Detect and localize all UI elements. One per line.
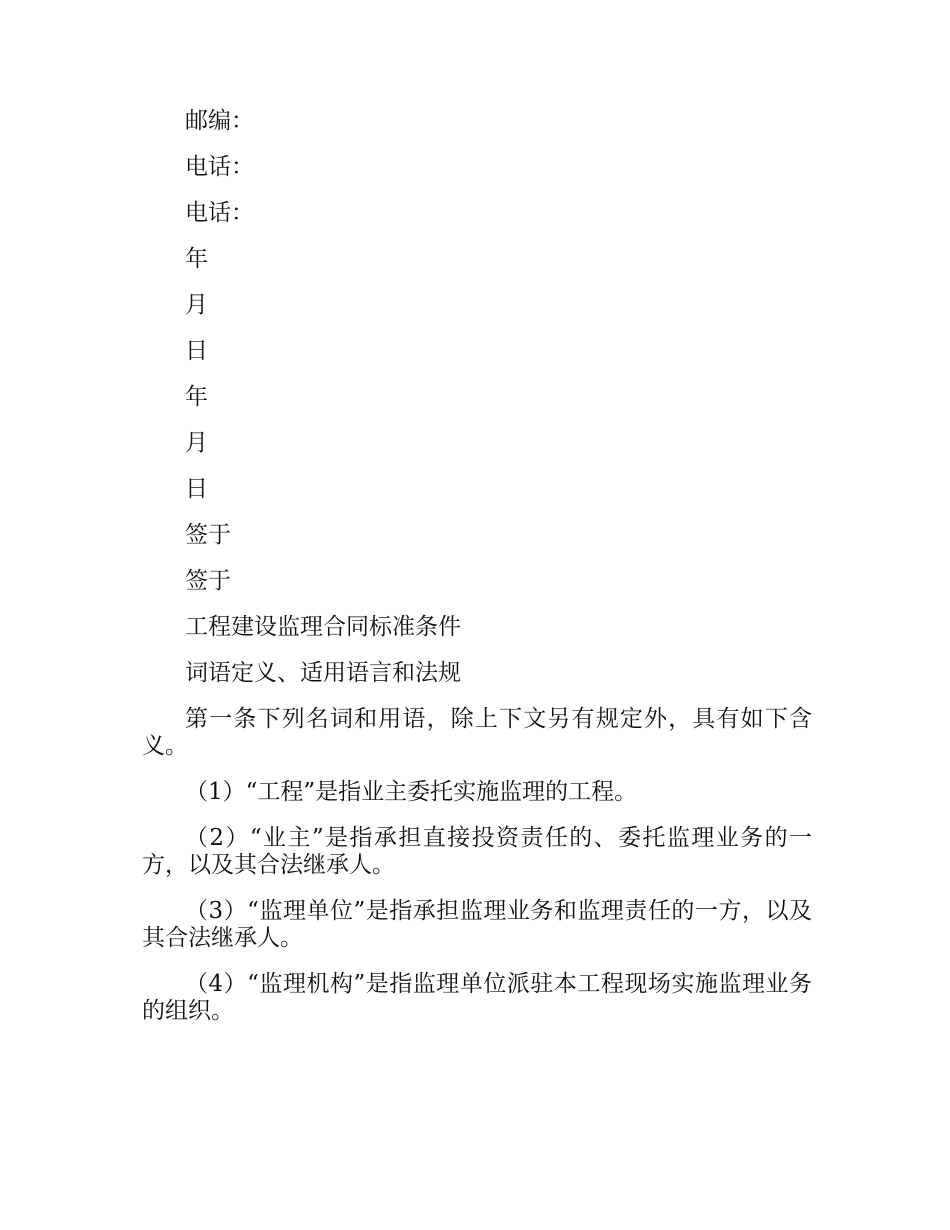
date-day-1: 日 xyxy=(185,338,208,364)
signed-at-1: 签于 xyxy=(185,522,231,548)
signed-at-2: 签于 xyxy=(185,568,231,594)
date-day-2: 日 xyxy=(185,476,208,502)
document-page xyxy=(142,108,812,1044)
phone-label-2: 电话： xyxy=(185,200,254,226)
definition-1-paragraph: （1）“工程”是指业主委托实施监理的工程。 xyxy=(185,779,638,805)
date-month-1: 月 xyxy=(185,292,208,318)
section-title: 工程建设监理合同标准条件 xyxy=(185,614,461,640)
definition-3-paragraph: （3）“监理单位”是指承担监理业务和监理责任的一方，以及其合法继承人。 xyxy=(142,898,812,951)
date-year-1: 年 xyxy=(185,246,208,272)
section-subtitle: 词语定义、适用语言和法规 xyxy=(185,660,461,686)
date-month-2: 月 xyxy=(185,430,208,456)
date-year-2: 年 xyxy=(185,384,208,410)
article-1-paragraph: 第一条下列名词和用语，除上下文另有规定外，具有如下含义。 xyxy=(142,706,812,759)
definition-4-paragraph: （4）“监理机构”是指监理单位派驻本工程现场实施监理业务的组织。 xyxy=(142,971,812,1024)
phone-label-1: 电话： xyxy=(185,154,254,180)
postcode-label: 邮编： xyxy=(185,108,254,134)
definition-2-paragraph: （2）“业主”是指承担直接投资责任的、委托监理业务的一方，以及其合法继承人。 xyxy=(142,825,812,878)
